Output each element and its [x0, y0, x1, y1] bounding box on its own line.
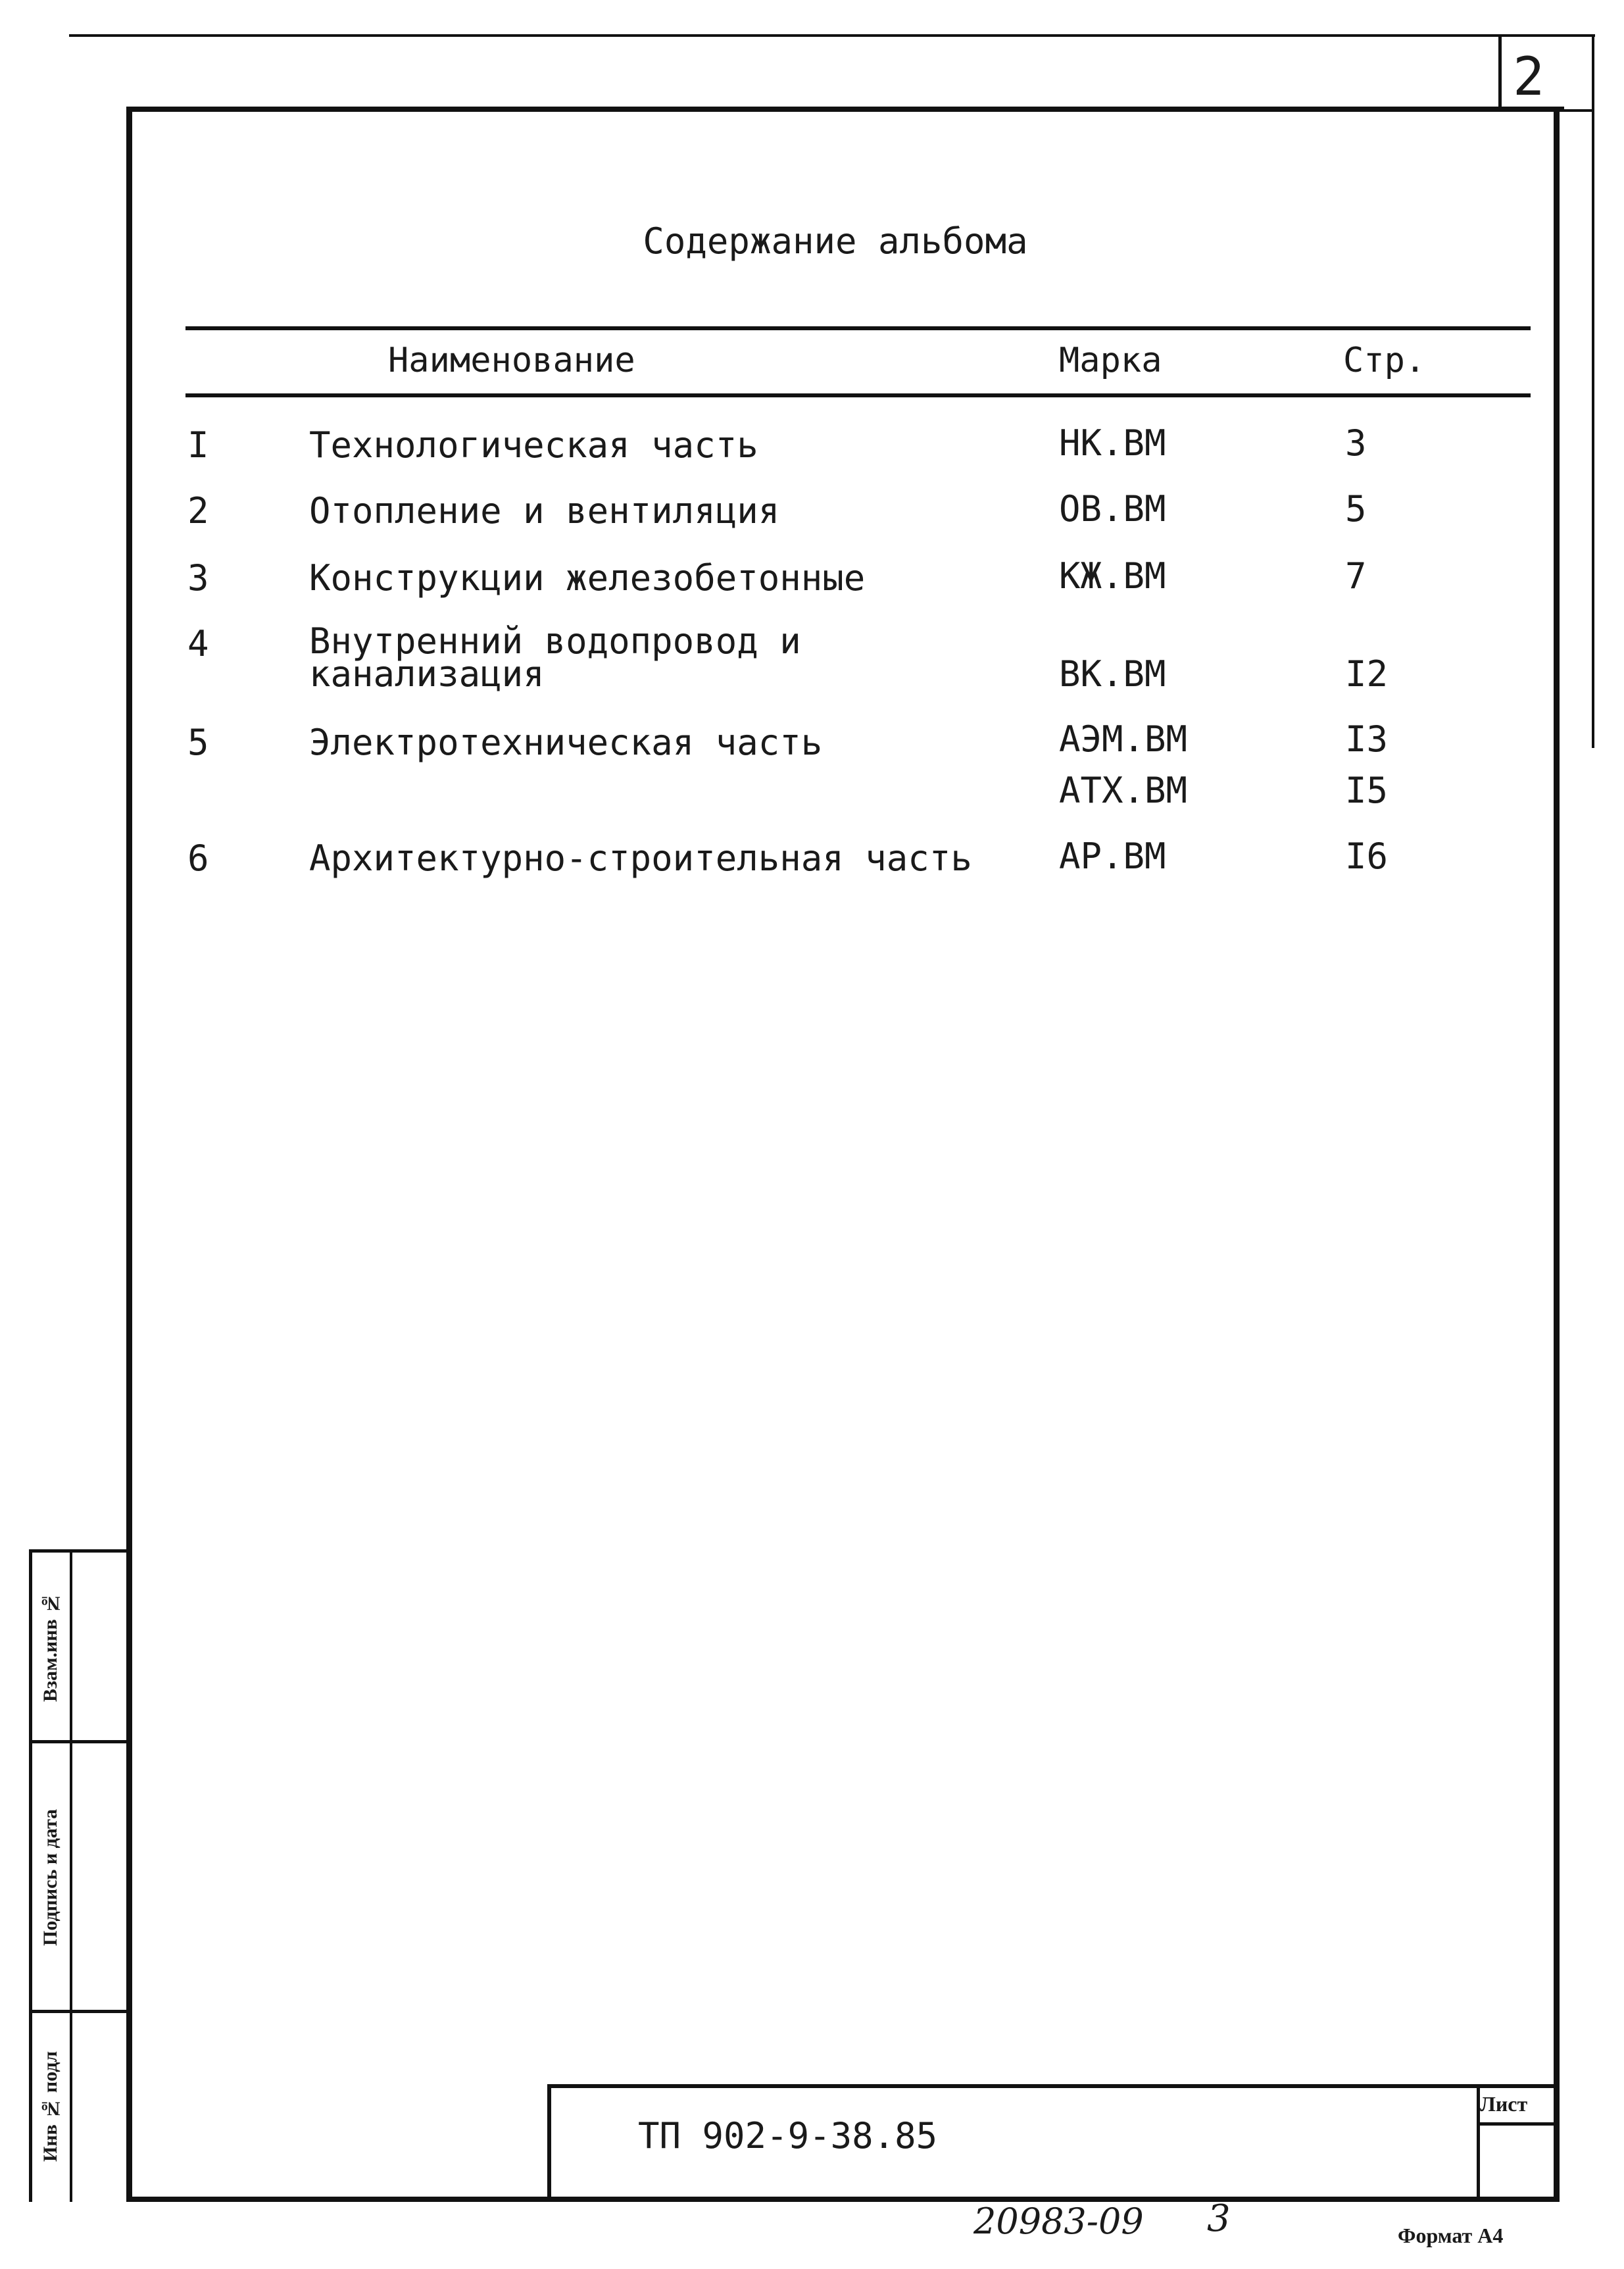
row-mark: ОВ.ВМ: [1059, 488, 1166, 530]
side-stamp-divider: [70, 1551, 72, 2202]
row-name: Конструкции железобетонные: [309, 557, 866, 599]
row-page: I3: [1345, 718, 1389, 760]
row-page: 3: [1345, 422, 1367, 464]
table-top-rule: [185, 326, 1531, 330]
document-code: ТП 902-9-38.85: [638, 2115, 938, 2157]
row-mark: КЖ.ВМ: [1059, 555, 1166, 597]
top-trim-line: [69, 34, 1595, 37]
row-number: 5: [187, 722, 209, 763]
column-header-name: Наименование: [388, 341, 635, 380]
frame-left: [126, 107, 132, 2202]
format-label: Формат А4: [1398, 2224, 1504, 2247]
page-number: 2: [1513, 46, 1545, 107]
title-block-left: [547, 2084, 551, 2201]
row-mark: АТХ.ВМ: [1059, 770, 1188, 811]
archive-number: 20983-09: [973, 2201, 1144, 2242]
row-mark: АР.ВМ: [1059, 835, 1166, 877]
row-mark: АЭМ.ВМ: [1059, 718, 1188, 760]
row-number: 4: [187, 623, 209, 664]
title-block-sheet-sep: [1477, 2122, 1556, 2126]
frame-right: [1554, 107, 1560, 2202]
row-mark: ВК.ВМ: [1059, 653, 1166, 695]
inv-original-label: Инв № подл: [39, 2051, 61, 2162]
row-name: Внутренний водопровод и канализация: [309, 620, 801, 695]
row-name: Архитектурно-строительная часть: [309, 837, 972, 879]
title-block-top: [549, 2084, 1556, 2088]
row-page: I2: [1345, 653, 1389, 695]
archive-page: 3: [1207, 2197, 1231, 2240]
row-number: 2: [187, 490, 209, 532]
column-header-page: Стр.: [1343, 341, 1426, 380]
inv-replace-label: Взам.инв №: [39, 1592, 61, 1702]
row-mark: НК.ВМ: [1059, 422, 1166, 464]
row-page: 5: [1345, 488, 1367, 530]
page-number-box-left: [1498, 34, 1502, 112]
page-number-box-right: [1592, 34, 1594, 748]
side-stamp-sep-1: [29, 1740, 128, 1743]
row-number: 3: [187, 557, 209, 599]
side-stamp-top: [29, 1549, 128, 1553]
row-number: 6: [187, 837, 209, 879]
frame-top: [126, 107, 1564, 112]
frame-bottom: [126, 2197, 1560, 2202]
column-header-mark: Марка: [1059, 341, 1162, 380]
row-page: 7: [1345, 555, 1367, 597]
row-name: Технологическая часть: [309, 424, 758, 466]
row-name: Электротехническая часть: [309, 722, 823, 763]
row-name: Отопление и вентиляция: [309, 490, 780, 532]
row-page: I5: [1345, 770, 1389, 811]
side-stamp-outer-left: [29, 1551, 32, 2202]
side-stamp-sep-2: [29, 2010, 128, 2013]
table-header-rule: [185, 393, 1531, 397]
sheet-label: Лист: [1480, 2092, 1528, 2116]
document-title: Содержание альбома: [643, 220, 1028, 262]
row-page: I6: [1345, 835, 1389, 877]
row-number: I: [187, 424, 209, 466]
signature-date-label: Подпись и дата: [39, 1808, 61, 1946]
